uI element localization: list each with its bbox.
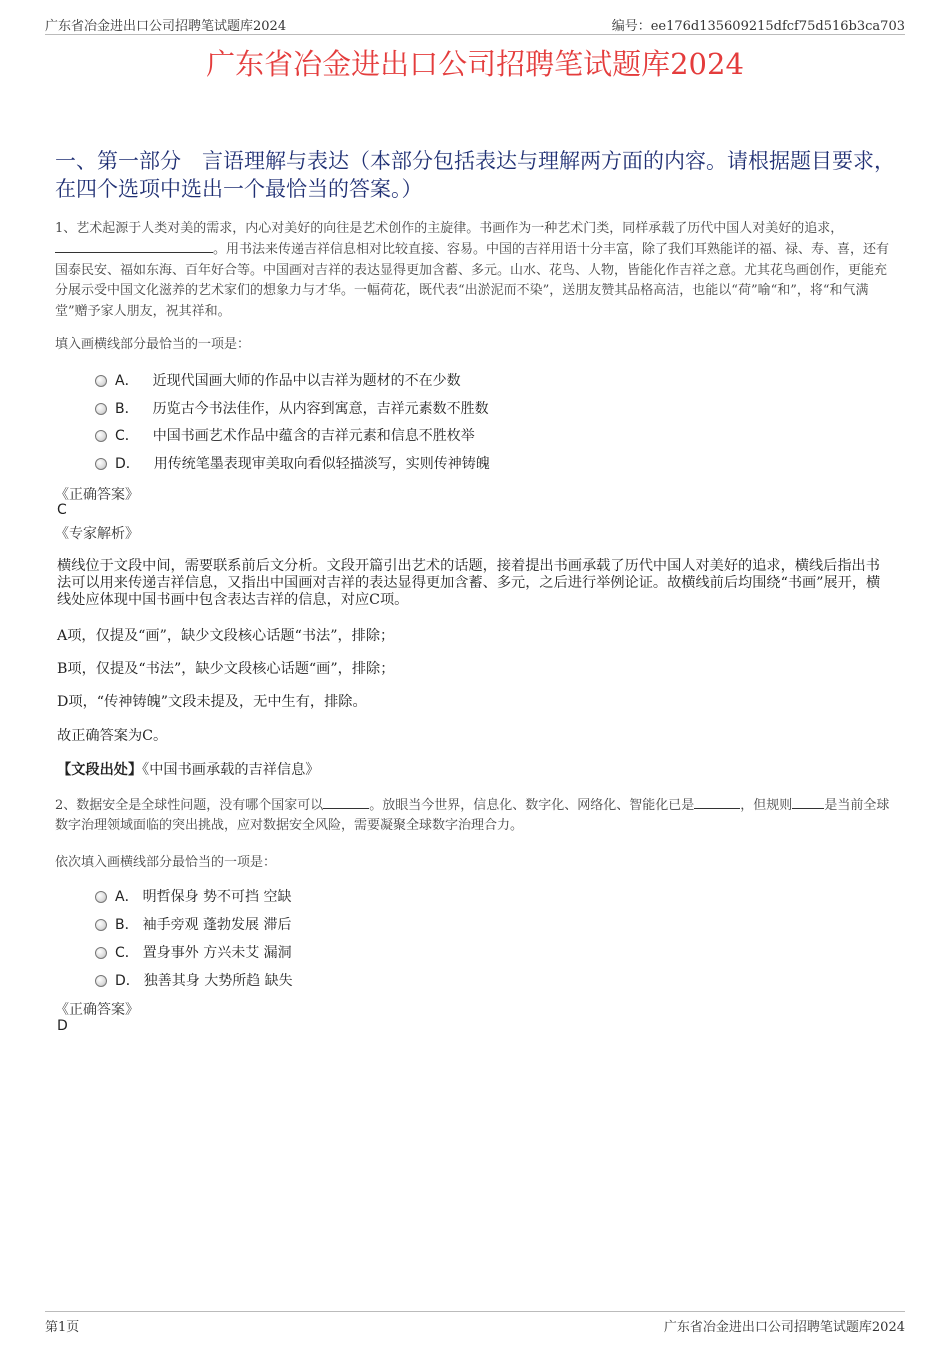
- option-letter: C．: [115, 945, 139, 961]
- option-text: 中国书画艺术作品中蕴含的吉祥元素和信息不胜枚举: [152, 428, 475, 444]
- question-2-option-a[interactable]: [95, 886, 291, 908]
- question-1-option-c[interactable]: [95, 425, 475, 447]
- question-1-answer-label: 《正确答案》: [55, 487, 139, 503]
- radio-button-icon[interactable]: [95, 919, 107, 931]
- source-label: 【文段出处】: [57, 762, 143, 778]
- question-1-text-part1: 1、艺术起源于人类对美的需求，内心对美好的向往是艺术创作的主旋律。书画作为一种艺术门类，同样承载了历代中国人对美好的追求，: [55, 221, 844, 236]
- header-document-id: 编号：ee176d135609215dfcf75d516b3ca703: [611, 19, 905, 34]
- radio-button-icon[interactable]: [95, 975, 107, 987]
- question-2-text-part3: ，但规则: [740, 798, 793, 813]
- option-text: 历览古今书法佳作，从内容到寓意，吉祥元素数不胜数: [152, 401, 489, 417]
- radio-button-icon[interactable]: [95, 458, 107, 470]
- radio-button-icon[interactable]: [95, 375, 107, 387]
- question-2-blank-3: [792, 795, 824, 809]
- radio-button-icon[interactable]: [95, 947, 107, 959]
- option-text: 用传统笔墨表现审美取向看似轻描淡写，实则传神铸魄: [153, 456, 490, 472]
- question-2-blank-2: [694, 795, 740, 809]
- option-text: 置身事外 方兴未艾 漏洞: [142, 945, 292, 961]
- question-2-text-part2: 。放眼当今世界，信息化、数字化、网络化、智能化已是: [369, 798, 695, 813]
- question-2-text-part1: 2、数据安全是全球性问题，没有哪个国家可以: [55, 798, 324, 813]
- question-1-conclusion: 故正确答案为C。: [57, 728, 168, 744]
- source-title: 《中国书画承载的吉祥信息》: [142, 762, 320, 778]
- question-1-option-a[interactable]: [95, 370, 461, 392]
- section-heading: 一、第一部分 言语理解与表达（本部分包括表达与理解两方面的内容。请根据题目要求，在四个选项中选出一个最恰当的答案。）: [55, 149, 895, 201]
- question-1-text-part2: 。用书法来传递吉祥信息相对比较直接、容易。中国的吉祥用语十分丰富，除了我们耳熟能详的福、禄、寿、喜，还有国泰民安、福如东海、百年好合等。中国画对吉祥的表达显得更加含蓄、多元。山水、花鸟、人物，皆能化作吉祥之意。尤其花鸟画创作，更能充分展示受中国文化滋养的艺术家们的想象力与才华。一幅荷花，既代表“出淤泥而不染”，送朋友赞其品格高洁，也能以“荷”喻“和”，将“和气满堂”赠予家人朋友，祝其祥和。: [55, 242, 890, 319]
- option-letter: A．: [115, 889, 139, 905]
- question-2-answer-label: 《正确答案》: [55, 1002, 139, 1018]
- header-left-title: 广东省冶金进出口公司招聘笔试题库2024: [45, 19, 287, 34]
- question-1-note-d: D项，“传神铸魄”文段未提及，无中生有，排除。: [57, 694, 367, 710]
- option-letter: A．: [115, 373, 139, 389]
- question-2-passage: [55, 795, 897, 837]
- option-letter: B．: [115, 917, 139, 933]
- option-text: 近现代国画大师的作品中以吉祥为题材的不在少数: [152, 373, 461, 389]
- option-letter: D．: [115, 456, 140, 472]
- question-2-option-b[interactable]: [95, 914, 292, 936]
- question-1-note-b: B项，仅提及“书法”，缺少文段核心话题“画”，排除；: [57, 661, 395, 677]
- question-1-option-d[interactable]: [95, 453, 490, 475]
- option-letter: D．: [115, 973, 140, 989]
- question-1-analysis: 横线位于文段中间，需要联系前后文分析。文段开篇引出艺术的话题，接着提出书画承载了历代中国人对美好的追求，横线后指出书法可以用来传递吉祥信息，又指出中国画对吉祥的表达显得更加含蓄、多元，之后进行举例论证。故横线前后均围绕“书画”展开，横线处应体现中国书画中包含表达吉祥的信息，对应C项。: [57, 558, 881, 608]
- option-letter: B．: [115, 401, 139, 417]
- page-header: [45, 12, 905, 35]
- radio-button-icon[interactable]: [95, 403, 107, 415]
- footer-page-number: 第1页: [45, 1320, 80, 1335]
- question-2-text-part4: 是当前全球数字治理领域面临的突出挑战，应对数据安全风险，需要凝聚全球数字治理合力。: [55, 798, 890, 834]
- footer-title: 广东省冶金进出口公司招聘笔试题库2024: [663, 1320, 905, 1335]
- question-1-passage: [55, 219, 897, 322]
- option-text: 袖手旁观 蓬勃发展 滞后: [142, 917, 292, 933]
- question-1-blank: [55, 239, 213, 253]
- page-footer: [45, 1311, 905, 1336]
- question-1-option-b[interactable]: [95, 398, 489, 420]
- question-2-answer: D: [57, 1018, 68, 1034]
- document-title: 广东省冶金进出口公司招聘笔试题库2024: [206, 47, 744, 81]
- question-1-analysis-label: 《专家解析》: [55, 526, 139, 542]
- question-1-note-a: A项，仅提及“画”，缺少文段核心话题“书法”，排除；: [57, 628, 395, 644]
- question-1-source: [57, 762, 887, 779]
- question-2-blank-1: [323, 795, 369, 809]
- option-letter: C．: [115, 428, 139, 444]
- radio-button-icon[interactable]: [95, 430, 107, 442]
- question-2-option-d[interactable]: [95, 970, 293, 992]
- question-1-prompt: 填入画横线部分最恰当的一项是：: [55, 337, 251, 352]
- option-text: 独善其身 大势所趋 缺失: [143, 973, 293, 989]
- question-1-answer: C: [57, 502, 67, 518]
- radio-button-icon[interactable]: [95, 891, 107, 903]
- option-text: 明哲保身 势不可挡 空缺: [142, 889, 292, 905]
- question-2-prompt: 依次填入画横线部分最恰当的一项是：: [55, 855, 277, 870]
- question-2-option-c[interactable]: [95, 942, 292, 964]
